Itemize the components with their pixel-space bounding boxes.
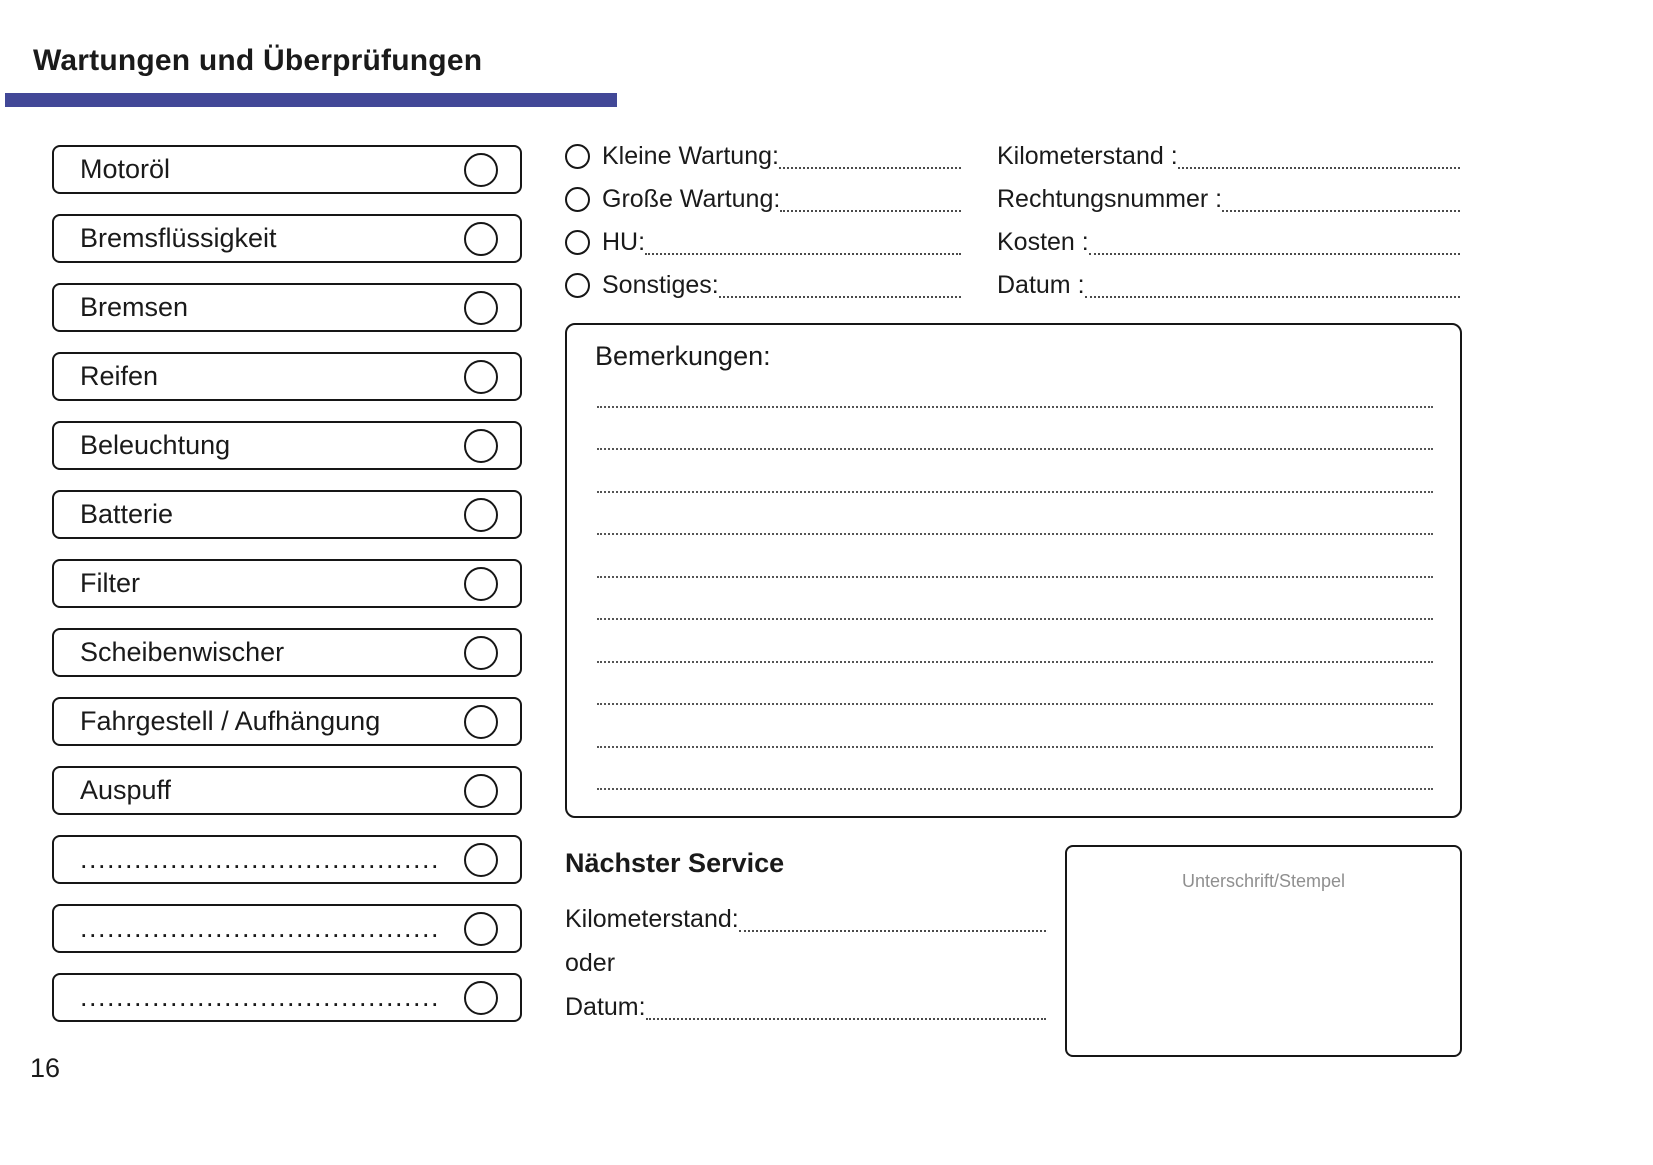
remarks-writing-line[interactable] (597, 493, 1433, 536)
signature-stamp-box[interactable] (1065, 845, 1462, 1057)
next-service-title: Nächster Service (565, 848, 785, 878)
signature-stamp-label: Unterschrift/Stempel (1181, 871, 1346, 891)
checkbox-circle-icon[interactable] (464, 222, 498, 256)
fill-in-line[interactable] (739, 930, 1046, 932)
service-type-row-sonstiges (565, 264, 961, 307)
remarks-writing-line[interactable] (597, 450, 1433, 493)
checklist-item-blank-3 (52, 973, 522, 1022)
remarks-writing-line[interactable] (597, 663, 1433, 706)
detail-field-label: Rechtungsnummer : (997, 185, 1223, 213)
checkbox-circle-icon[interactable] (464, 429, 498, 463)
radio-circle-icon[interactable] (565, 187, 590, 212)
checklist-item-batterie (52, 490, 522, 539)
fill-in-line[interactable] (1178, 167, 1460, 169)
checkbox-circle-icon[interactable] (464, 360, 498, 394)
detail-field-label: Kilometerstand : (997, 142, 1178, 170)
checkbox-circle-icon[interactable] (464, 774, 498, 808)
next-service-kilometers-row (565, 897, 1046, 941)
service-type-options (565, 135, 961, 307)
checklist-item-label: Bremsflüssigkeit (80, 223, 277, 253)
checklist-item-fahrgestell (52, 697, 522, 746)
checklist-item-label: Fahrgestell / Aufhängung (80, 706, 381, 736)
fill-in-line[interactable] (719, 296, 961, 298)
service-type-label: Sonstiges: (602, 271, 719, 299)
remarks-writing-line[interactable] (597, 748, 1433, 791)
checklist-item-beleuchtung (52, 421, 522, 470)
checklist-item-label: Reifen (80, 361, 159, 391)
radio-circle-icon[interactable] (565, 230, 590, 255)
checklist-item-filter (52, 559, 522, 608)
next-service-section (565, 848, 1046, 1029)
page-title: Wartungen und Überprüfungen (33, 44, 483, 77)
service-type-row-grosse-wartung (565, 178, 961, 221)
checkbox-circle-icon[interactable] (464, 843, 498, 877)
next-service-date-label: Datum: (565, 992, 646, 1021)
service-type-label: Große Wartung: (602, 185, 781, 213)
next-service-date-row (565, 985, 1046, 1029)
fill-in-line[interactable] (1222, 210, 1460, 212)
checkbox-circle-icon[interactable] (464, 291, 498, 325)
checklist-item-auspuff (52, 766, 522, 815)
checkbox-circle-icon[interactable] (464, 636, 498, 670)
checklist-blank-write-in[interactable]: ........................................ (80, 913, 441, 943)
checklist-item-scheibenwischer (52, 628, 522, 677)
checklist-item-blank-2 (52, 904, 522, 953)
checklist-item-bremsfluessigkeit (52, 214, 522, 263)
checklist-item-label: Auspuff (80, 775, 172, 805)
detail-row-kilometerstand (997, 135, 1460, 178)
remarks-title: Bemerkungen: (595, 341, 771, 371)
next-service-or-row (565, 941, 1046, 985)
page-number: 16 (30, 1053, 61, 1083)
checklist-item-label: Motoröl (80, 154, 171, 184)
checklist-item-label: Scheibenwischer (80, 637, 285, 667)
fill-in-line[interactable] (645, 253, 961, 255)
detail-row-rechnungsnummer (997, 178, 1460, 221)
radio-circle-icon[interactable] (565, 273, 590, 298)
checkbox-circle-icon[interactable] (464, 567, 498, 601)
service-type-row-hu (565, 221, 961, 264)
title-underline-bar (5, 93, 617, 107)
remarks-box (565, 323, 1462, 818)
remarks-writing-line[interactable] (597, 535, 1433, 578)
fill-in-line[interactable] (646, 1018, 1046, 1020)
checklist-blank-write-in[interactable]: ........................................ (80, 844, 441, 874)
detail-field-label: Datum : (997, 271, 1085, 299)
checklist-blank-write-in[interactable]: ........................................ (80, 982, 441, 1012)
checkbox-circle-icon[interactable] (464, 981, 498, 1015)
detail-row-datum (997, 264, 1460, 307)
fill-in-line[interactable] (780, 210, 961, 212)
checkbox-circle-icon[interactable] (464, 705, 498, 739)
checkbox-circle-icon[interactable] (464, 498, 498, 532)
maintenance-checklist (52, 145, 522, 1042)
fill-in-line[interactable] (1089, 253, 1460, 255)
remarks-writing-line[interactable] (597, 578, 1433, 621)
remarks-lines (597, 365, 1433, 790)
checkbox-circle-icon[interactable] (464, 153, 498, 187)
checklist-item-label: Bremsen (80, 292, 189, 322)
checklist-item-label: Filter (80, 568, 140, 598)
checklist-item-label: Beleuchtung (80, 430, 231, 460)
service-type-label: Kleine Wartung: (602, 142, 779, 170)
next-service-kilometers-label: Kilometerstand: (565, 904, 739, 933)
fill-in-line[interactable] (1085, 296, 1460, 298)
service-type-row-kleine-wartung (565, 135, 961, 178)
checklist-item-bremsen (52, 283, 522, 332)
remarks-writing-line[interactable] (597, 365, 1433, 408)
detail-field-label: Kosten : (997, 228, 1089, 256)
checklist-item-motoroel (52, 145, 522, 194)
fill-in-line[interactable] (779, 167, 961, 169)
next-service-or-label: oder (565, 948, 616, 977)
remarks-writing-line[interactable] (597, 705, 1433, 748)
service-type-label: HU: (602, 228, 646, 256)
checklist-item-blank-1 (52, 835, 522, 884)
checkbox-circle-icon[interactable] (464, 912, 498, 946)
remarks-writing-line[interactable] (597, 620, 1433, 663)
checklist-item-label: Batterie (80, 499, 174, 529)
remarks-writing-line[interactable] (597, 408, 1433, 451)
radio-circle-icon[interactable] (565, 144, 590, 169)
detail-row-kosten (997, 221, 1460, 264)
service-detail-fields (997, 135, 1460, 307)
checklist-item-reifen (52, 352, 522, 401)
